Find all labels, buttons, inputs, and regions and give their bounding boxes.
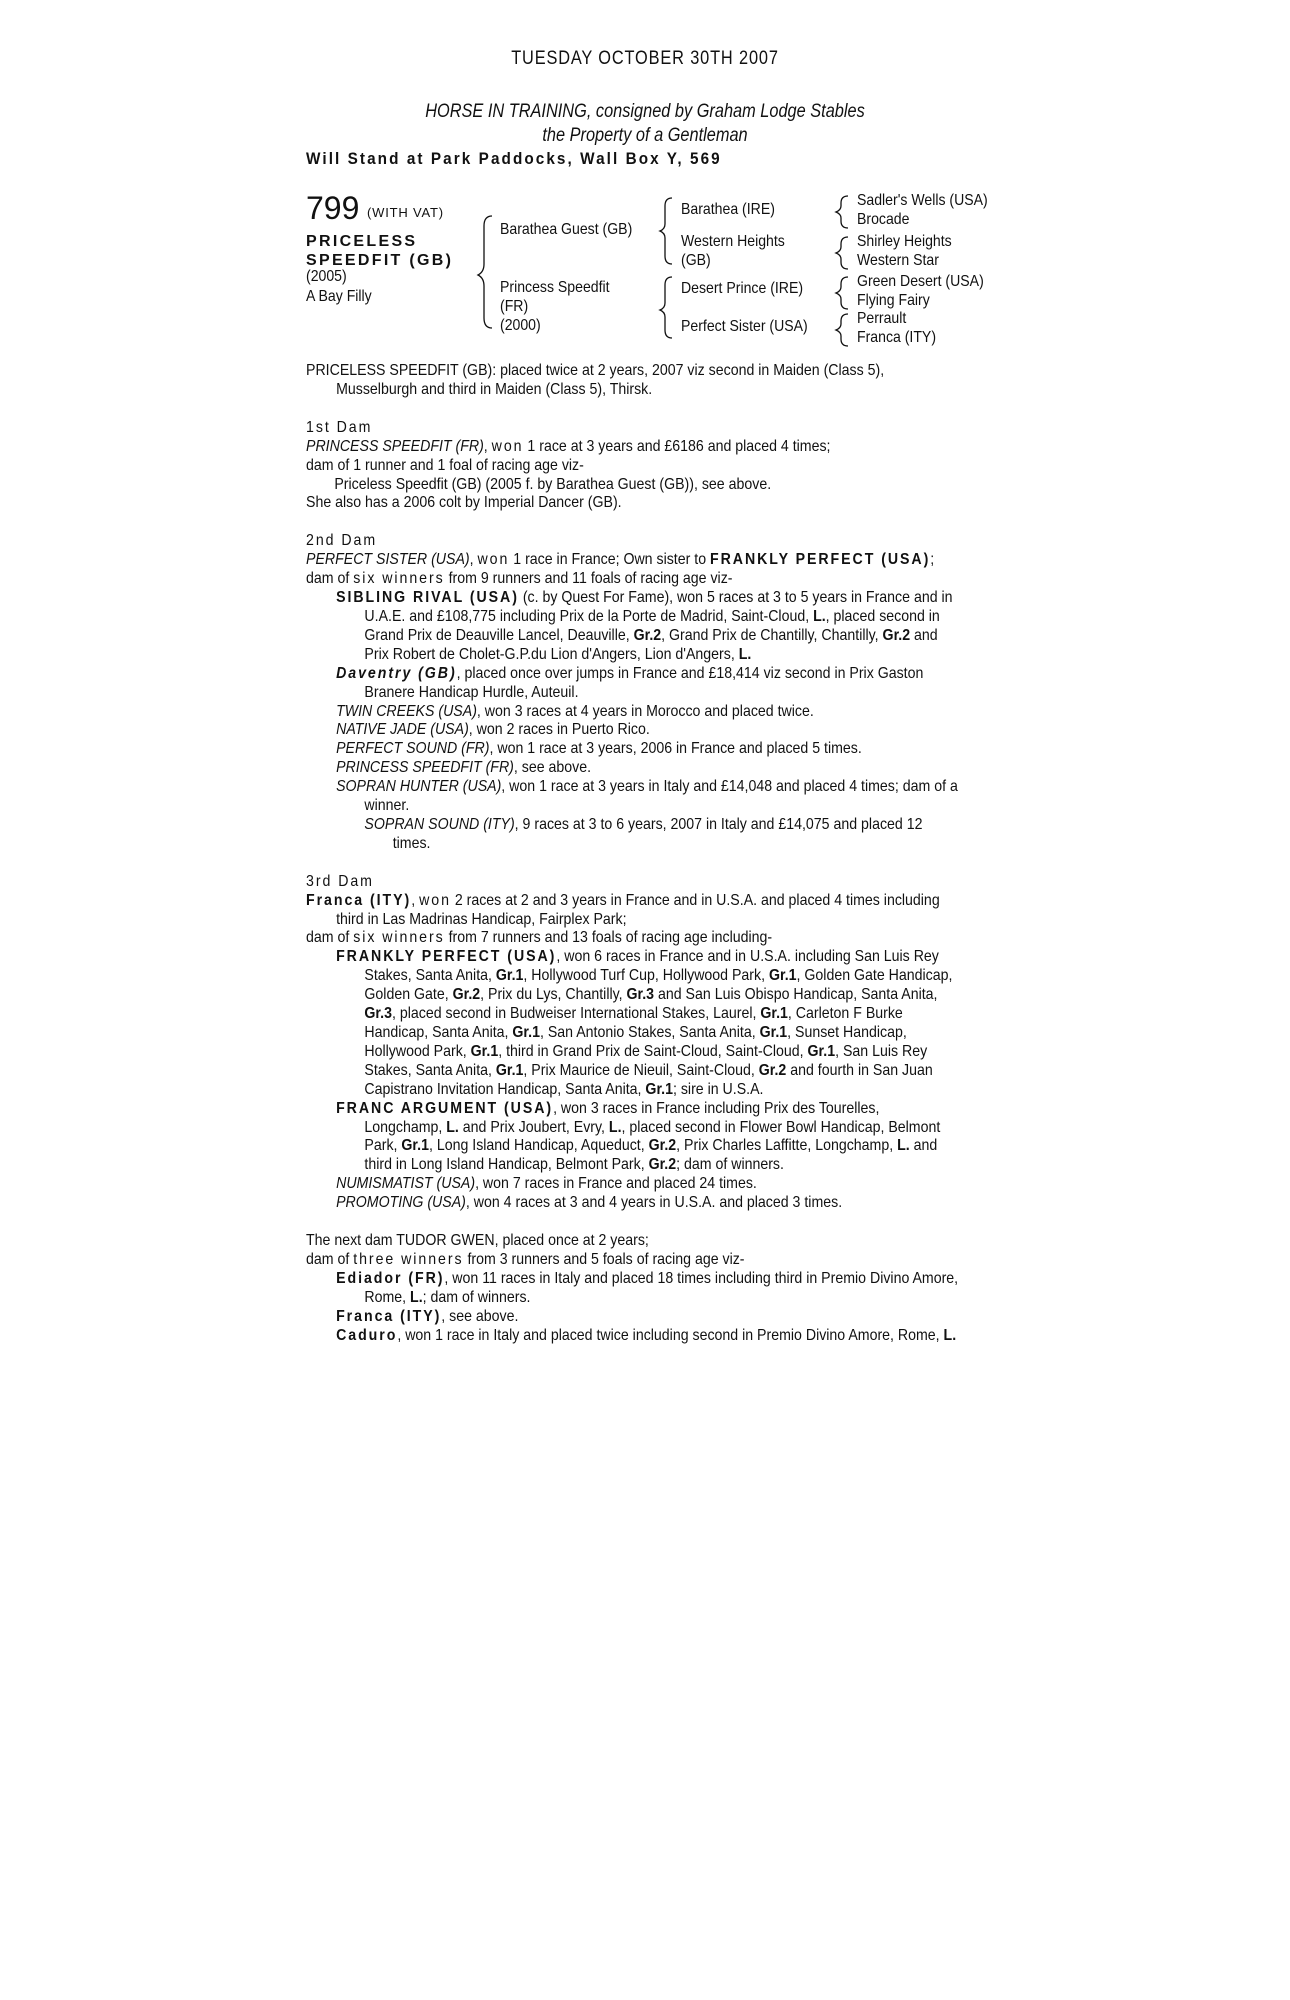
third-dam-text: 2 races at 2 and 3 years in France and in U.S.A. and placed 4 times including third in Las Madrinas Handicap, Fairplex Park;: [336, 891, 940, 928]
winners-count: six winners: [353, 570, 445, 588]
gg-3: Shirley Heights: [857, 233, 952, 250]
produce-text: , placed second in Budweiser International Stakes, Laurel,: [391, 1005, 761, 1023]
produce-text: dam of: [306, 1250, 354, 1268]
produce-text: ; sire in U.S.A.: [672, 1080, 764, 1098]
produce-text: dam of: [306, 570, 354, 588]
group-tag: Gr.1: [512, 1024, 540, 1041]
gg-1: Sadler's Wells (USA): [857, 192, 988, 209]
dam-line3: (2000): [500, 317, 541, 334]
produce-text: , placed once over jumps in France and £18,414 viz second in Prix Gaston Branere Handicap Hurdle, Auteuil.: [364, 664, 924, 701]
produce-text: , won 1 race in Italy and placed twice including second in Premio Divino Amore, Rome,: [397, 1326, 944, 1344]
produce-text: and third in Long Island Handicap, Belmont Park,: [364, 1137, 938, 1174]
produce-text: , Prix du Lys, Chantilly,: [480, 986, 627, 1004]
produce-name: Ediador (FR): [336, 1269, 445, 1287]
produce-name: PERFECT SOUND (FR): [336, 740, 490, 758]
produce-text: from 3 runners and 5 foals of racing age viz-: [463, 1250, 745, 1268]
produce-name: Daventry (GB): [336, 664, 457, 682]
produce-text: from 9 runners and 11 foals of racing age viz-: [444, 570, 733, 588]
first-dam-note: She also has a 2006 colt by Imperial Dancer (GB).: [306, 494, 622, 512]
next-dam-produce: [306, 1251, 961, 1270]
horse-description: A Bay Filly: [306, 288, 372, 305]
produce-text: , Golden Gate Handicap, Golden Gate,: [364, 967, 953, 1004]
produce-text: , placed second in Grand Prix de Deauville Lancel, Deauville,: [364, 607, 940, 644]
produce-text: , won 1 race at 3 years in Italy and £14,048 and placed 4 times; dam of a winner.: [364, 778, 958, 815]
third-dam-record: Franca (ITY), won 2 races at 2 and 3 years in France and in U.S.A. and placed 4 times including third in Las Madrinas Handicap, Fairplex Park;: [306, 891, 940, 928]
produce-text: , won 4 races at 3 and 4 years in U.S.A. and placed 3 times.: [465, 1194, 843, 1212]
produce-entry: [306, 721, 961, 740]
produce-name: NATIVE JADE (USA): [336, 721, 469, 739]
produce-text: , won 3 races at 4 years in Morocco and placed twice.: [476, 702, 814, 720]
produce-name: SIBLING RIVAL (USA): [336, 589, 519, 607]
won-label: won: [491, 437, 524, 455]
gg-5: Green Desert (USA): [857, 273, 984, 290]
produce-name: Franca (ITY): [336, 1307, 442, 1325]
produce-entry: [306, 1100, 961, 1176]
lot-number: 799: [306, 190, 360, 226]
summary-line2: 5), Musselburgh and third in Maiden (Class 5), Thirsk.: [336, 362, 885, 398]
produce-text: and fourth in San Juan Capistrano Invitation Handicap, Santa Anita,: [364, 1061, 933, 1098]
produce-text: and Prix Robert de Cholet-G.P.du Lion d'Angers, Lion d'Angers,: [364, 626, 938, 663]
produce-text: , San Antonio Stakes, Santa Anita,: [539, 1024, 760, 1041]
produce-entry: [306, 1327, 961, 1346]
produce-entry: [306, 1194, 961, 1213]
second-dam-produce: [306, 570, 961, 589]
second-dam-text: 1 race in France; Own sister to: [509, 551, 711, 569]
horse-name-line1: PRICELESS: [306, 233, 418, 250]
sire-dam-line2: (GB): [681, 252, 711, 269]
produce-text: , third in Grand Prix de Saint-Cloud, Saint-Cloud,: [498, 1042, 808, 1060]
winners-count: six winners: [353, 929, 445, 947]
gg-4: Western Star: [857, 252, 939, 269]
group-tag: Gr.1: [495, 967, 524, 985]
group-tag: Gr.1: [470, 1042, 499, 1060]
pedigree-braces: [0, 0, 1290, 360]
group-tag: Gr.1: [401, 1137, 429, 1155]
listed-tag: L.: [410, 1288, 423, 1306]
brace-g1: [836, 196, 848, 228]
produce-name: SOPRAN HUNTER (USA): [336, 778, 502, 796]
brace-main: [478, 216, 492, 328]
listed-tag: L.: [446, 1118, 459, 1136]
group-tag: Gr.1: [759, 1024, 788, 1041]
group-tag: Gr.1: [760, 1005, 788, 1023]
listed-tag: L.: [738, 645, 752, 663]
punctuation: ;: [930, 551, 935, 569]
winners-count: three winners: [353, 1250, 464, 1268]
produce-text: , won 11 races in Italy and placed 18 times including third in Premio Divino Amore, Rome,: [364, 1269, 959, 1306]
third-dam-produce: [306, 929, 961, 948]
group-tag: Gr.3: [626, 986, 655, 1004]
gg-2: Brocade: [857, 211, 910, 228]
produce-name: PRINCESS SPEEDFIT (FR): [336, 759, 514, 777]
produce-name: FRANC ARGUMENT (USA): [336, 1099, 554, 1117]
consignment-line: HORSE IN TRAINING, consigned by Graham Lodge Stables: [425, 101, 865, 122]
stand-line: Will Stand at Park Paddocks, Wall Box Y, 569: [306, 149, 722, 168]
produce-name: SOPRAN SOUND (ITY): [364, 815, 515, 833]
group-tag: Gr.1: [768, 967, 797, 985]
produce-text: , Sunset Handicap, Hollywood Park,: [364, 1024, 907, 1060]
sire-sire: Barathea (IRE): [681, 201, 775, 218]
summary: [306, 362, 961, 400]
catalogue-body: [306, 362, 961, 1346]
brace-g4: [836, 314, 848, 346]
sire-dam: [681, 232, 785, 270]
sire-dam-line1: Western Heights: [681, 233, 785, 250]
next-dam-record: The next dam TUDOR GWEN, placed once at 2 years;: [306, 1232, 649, 1250]
brace-sire: [660, 198, 672, 264]
first-dam-name: PRINCESS SPEEDFIT (FR): [306, 437, 484, 455]
produce-name: NUMISMATIST (USA): [336, 1175, 476, 1193]
produce-name: Caduro: [336, 1326, 398, 1344]
sire: Barathea Guest (GB): [500, 221, 633, 238]
listed-tag: L.: [813, 607, 826, 625]
produce-entry: [306, 703, 961, 722]
produce-entry: [306, 665, 961, 703]
listed-tag: L.: [897, 1137, 910, 1155]
brace-g3: [836, 277, 848, 309]
produce-text: , won 2 races in Puerto Rico.: [468, 721, 650, 739]
first-dam-foal: Priceless Speedfit (GB) (2005 f. by Barathea Guest (GB)), see above.: [334, 475, 772, 493]
produce-text: (c. by Quest For Fame), won 5 races at 3 to 5 years in France and in U.A.E. and £108,775 including Prix de la Porte de Madrid, Saint-Cloud,: [364, 589, 953, 625]
third-dam-heading: 3rd Dam: [306, 872, 374, 890]
produce-entry: [306, 740, 961, 759]
gg-8: Franca (ITY): [857, 329, 937, 346]
group-tag: Gr.1: [807, 1042, 836, 1060]
produce-text: , Long Island Handicap, Aqueduct,: [428, 1137, 649, 1155]
dam-line2: (FR): [500, 298, 529, 315]
listed-tag: L.: [943, 1326, 957, 1344]
won-label: won: [477, 551, 510, 569]
produce-text: , Grand Prix de Chantilly, Chantilly,: [661, 626, 883, 644]
foaling-year: (2005): [306, 268, 347, 285]
produce-name: TWIN CREEKS (USA): [336, 702, 477, 720]
produce-text: , won 7 races in France and placed 24 times.: [475, 1175, 757, 1193]
produce-entry: [306, 759, 961, 778]
listed-tag: L.: [608, 1118, 622, 1136]
produce-entry: [306, 1308, 961, 1327]
third-dam-name: Franca (ITY): [306, 891, 412, 909]
second-dam-record: PERFECT SISTER (USA), won 1 race in France; Own sister to FRANKLY PERFECT (USA);: [306, 551, 935, 569]
brace-g2: [836, 237, 848, 269]
produce-text: , won 1 race at 3 years, 2006 in France and placed 5 times.: [489, 740, 862, 758]
gg-7: Perrault: [857, 310, 907, 327]
produce-text: , see above.: [513, 759, 592, 777]
produce-text: , Carleton F Burke Handicap, Santa Anita,: [364, 1005, 903, 1041]
summary-line1: PRICELESS SPEEDFIT (GB): placed twice at 2 years, 2007 viz second in Maiden (Class: [306, 362, 864, 379]
produce-entry: [306, 589, 961, 665]
sale-date: TUESDAY OCTOBER 30TH 2007: [511, 48, 779, 69]
produce-text: , 9 races at 3 to 6 years, 2007 in Italy and £14,075 and placed 12 times.: [392, 815, 923, 852]
group-tag: Gr.2: [648, 1156, 677, 1174]
first-dam-record: PRINCESS SPEEDFIT (FR), won 1 race at 3 years and £6186 and placed 4 times;: [306, 437, 831, 455]
produce-text: and Prix Joubert, Evry,: [458, 1118, 609, 1136]
produce-name: PROMOTING (USA): [336, 1194, 466, 1212]
vat-note: (WITH VAT): [367, 205, 444, 220]
produce-text: , Prix Charles Laffitte, Longchamp,: [676, 1137, 898, 1155]
produce-name: FRANKLY PERFECT (USA): [336, 948, 557, 966]
group-tag: Gr.2: [648, 1137, 677, 1155]
produce-text: from 7 runners and 13 foals of racing age including-: [444, 929, 773, 947]
produce-text: , San Luis Rey Stakes, Santa Anita,: [364, 1042, 928, 1079]
produce-text: , Hollywood Turf Cup, Hollywood Park,: [523, 967, 769, 985]
group-tag: Gr.2: [758, 1061, 787, 1079]
group-tag: Gr.1: [645, 1080, 673, 1098]
first-dam-heading: 1st Dam: [306, 418, 373, 436]
won-label: won: [419, 891, 451, 909]
second-dam-name: PERFECT SISTER (USA): [306, 551, 470, 569]
dam-sire: Desert Prince (IRE): [681, 280, 804, 297]
produce-entry: [306, 1175, 961, 1194]
produce-text: , Prix Maurice de Nieuil, Saint-Cloud,: [523, 1061, 759, 1079]
gg-6: Flying Fairy: [857, 292, 930, 309]
dam-line1: Princess Speedfit: [500, 279, 610, 296]
produce-entry: [306, 778, 961, 816]
produce-text: , placed second in Flower Bowl Handicap, Belmont Park,: [364, 1118, 941, 1155]
group-tag: Gr.1: [495, 1061, 524, 1079]
produce-text: , won 3 races in France including Prix des Tourelles, Longchamp,: [364, 1099, 880, 1136]
horse-name-line2: SPEEDFIT (GB): [306, 252, 454, 269]
produce-text: dam of: [306, 929, 354, 947]
produce-entry: [306, 948, 961, 1099]
dam: [500, 278, 610, 335]
second-dam-heading: 2nd Dam: [306, 532, 378, 550]
group-tag: Gr.2: [452, 986, 481, 1004]
brace-dam: [660, 277, 672, 338]
produce-entry: [306, 1270, 961, 1308]
first-dam-produce: dam of 1 runner and 1 foal of racing age viz-: [306, 456, 584, 474]
group-tag: Gr.3: [364, 1005, 392, 1023]
produce-text: and San Luis Obispo Handicap, Santa Anita,: [654, 986, 938, 1004]
produce-text: ; dam of winners.: [676, 1156, 784, 1174]
first-dam-text: 1 race at 3 years and £6186 and placed 4 times;: [523, 437, 831, 455]
group-tag: Gr.2: [882, 626, 911, 644]
own-sister-name: FRANKLY PERFECT (USA): [710, 551, 931, 569]
produce-text: , won 6 races in France and in U.S.A. including San Luis Rey Stakes, Santa Anita,: [364, 948, 939, 985]
produce-text: , see above.: [441, 1307, 519, 1325]
produce-entry-sub: [306, 816, 961, 854]
group-tag: Gr.2: [633, 626, 662, 644]
produce-text: ; dam of winners.: [422, 1288, 531, 1306]
property-line: the Property of a Gentleman: [542, 125, 748, 146]
dam-dam: Perfect Sister (USA): [681, 318, 808, 335]
